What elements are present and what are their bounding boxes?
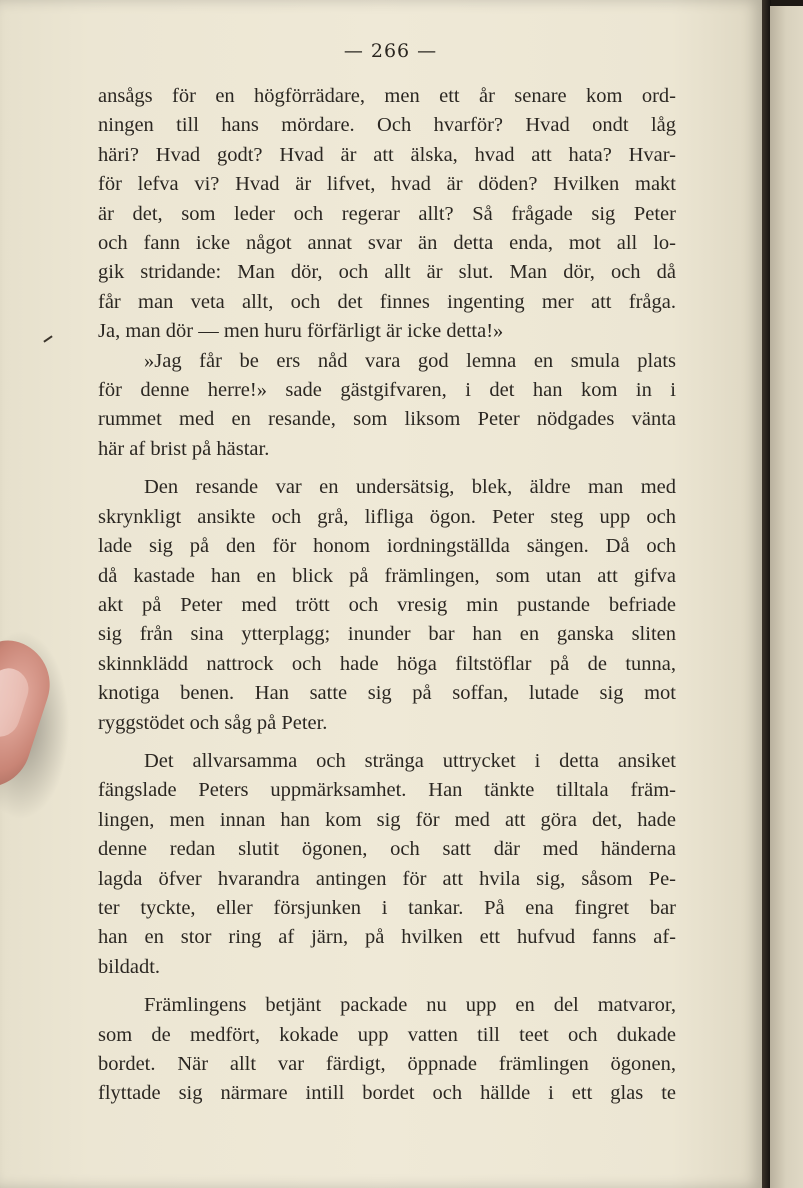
text-line: sig från sina ytterplagg; inunder bar han en ganska sliten (98, 623, 676, 646)
text-line: Ja, man dör — men huru förfärligt är icke detta!» (98, 320, 504, 343)
text-line: får man veta allt, och det finnes ingenting mer att fråga. (98, 290, 676, 313)
text-line: ansågs för en högförrädare, men ett år senare kom ord- (98, 85, 676, 107)
text-line: Främlingens betjänt packade nu upp en del matvaror, (144, 994, 676, 1017)
text-line: Det allvarsamma och stränga uttrycket i detta ansiket (144, 749, 676, 772)
paragraph-gap (98, 738, 676, 747)
text-line: fängslade Peters uppmärksamhet. Han tänkte tilltala främ- (98, 779, 676, 802)
page-number: — 266 — (343, 40, 438, 62)
text-line: rummet med en resande, som liksom Peter nödgades vänta (98, 408, 676, 431)
text-line: han en stor ring af järn, på hvilken ett hufvud fanns af- (98, 926, 676, 949)
text-line: är det, som leder och regerar allt? Så frågade sig Peter (98, 202, 676, 225)
text-line: för denne herre!» sade gästgifvaren, i det han kom in i (98, 379, 676, 402)
text-line: Den resande var en undersätsig, blek, äldre man med (144, 476, 676, 499)
text-line: ningen till hans mördare. Och hvarför? Hvad ondt låg (98, 114, 676, 137)
text-line: häri? Hvad godt? Hvad är att älska, hvad att hata? Hvar- (98, 143, 676, 166)
facing-page-edge (770, 6, 803, 1188)
text-line: här af brist på hästar. (98, 437, 270, 460)
text-line: för lefva vi? Hvad är lifvet, hvad är döden? Hvilken makt (98, 173, 676, 196)
text-line: lade sig på den för honom iordningställda sängen. Då och (98, 535, 676, 558)
text-line: flyttade sig närmare intill bordet och hällde i ett glas te (98, 1082, 676, 1105)
text-line: ryggstödet och såg på Peter. (98, 711, 328, 734)
margin-mark (43, 335, 52, 342)
text-line: denne redan slutit ögonen, och satt där med händerna (98, 838, 676, 861)
text-line: lagda öfver hvarandra antingen för att hvila sig, såsom Pe- (98, 867, 676, 890)
text-line: akt på Peter med trött och vresig min pustande befriade (98, 593, 676, 616)
text-line: »Jag får be ers nåd vara god lemna en smula plats (144, 349, 676, 372)
text-line: skrynkligt ansikte och grå, lifliga ögon. Peter steg upp och (98, 505, 676, 528)
text-line: bildadt. (98, 955, 161, 978)
body-text (98, 82, 676, 1109)
paragraph-gap (98, 982, 676, 991)
text-line: knotiga benen. Han satte sig på soffan, lutade sig mot (98, 682, 676, 705)
paragraph-gap (98, 464, 676, 473)
text-line: skinnklädd nattrock och hade höga filtstöflar på de tunna, (98, 652, 676, 675)
text-line: då kastade han en blick på främlingen, som utan att gifva (98, 564, 676, 587)
text-line: ter tyckte, eller försjunken i tankar. På ena fingret bar (98, 896, 676, 919)
text-line: och fann icke något annat svar än detta enda, mot all lo- (98, 232, 676, 255)
text-line: gik stridande: Man dör, och allt är slut. Man dör, och då (98, 261, 676, 284)
text-line: som de medfört, kokade upp vatten till teet och dukade (98, 1023, 676, 1046)
text-line: lingen, men innan han kom sig för med att göra det, hade (98, 808, 676, 831)
text-line: bordet. När allt var färdigt, öppnade främlingen ögonen, (98, 1053, 676, 1075)
